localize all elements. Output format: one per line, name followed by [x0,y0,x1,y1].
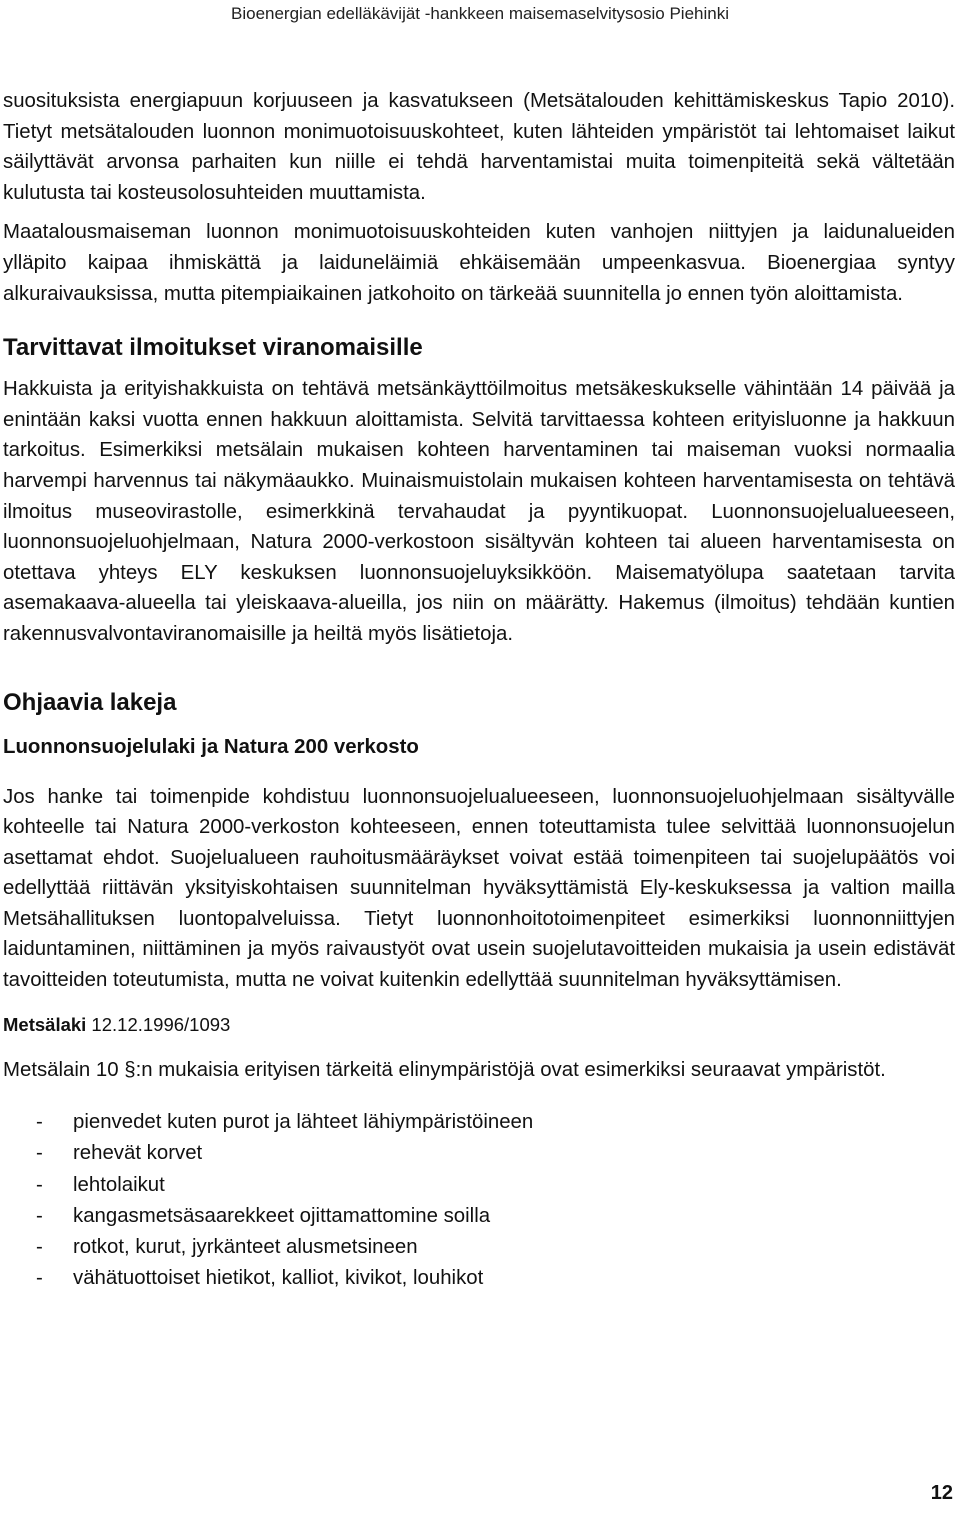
list-item-text: rotkot, kurut, jyrkänteet alusmetsineen [73,1236,418,1259]
list-dash: - [36,1111,43,1134]
list-item-text: rehevät korvet [73,1142,203,1165]
heading-guiding-laws: Ohjaavia lakeja [3,688,177,716]
list-item [3,1138,955,1169]
forest-act-reference [3,1010,955,1040]
paragraph-forestry-recommendations: suosituksista energiapuun korjuuseen ja kasvatukseen (Metsätalouden kehittämiskeskus Tapio 2010). Tietyt metsätalouden luonnon monimuotoisuuskohteet, kuten lähteiden ympäristöt tai lehtomaiset laikut säilyttävät arvonsa parhaiten kun niille ei tehdä harventamistai muita toimenpiteitä sekä vältetään kulutusta tai kosteusolosuhteiden muuttamista. [3,90,955,204]
list-dash: - [36,1142,43,1165]
forest-act-number: 12.12.1996/1093 [86,1013,231,1035]
list-item-text: kangasmetsäsaarekkeet ojittamattomine soilla [73,1204,491,1227]
list-item-text: vähätuottoiset hietikot, kalliot, kivikot, louhikot [73,1267,484,1290]
heading-required-notices: Tarvittavat ilmoitukset viranomaisille [3,334,423,362]
habitat-list [3,1107,955,1294]
page-number: 12 [930,1482,953,1504]
list-item [3,1170,955,1201]
list-item [3,1232,955,1263]
list-item [3,1201,955,1232]
running-header: Bioenergian edelläkävijät -hankkeen maisemaselvitysosio Piehinki [231,4,729,23]
paragraph-nature-conservation: Jos hanke tai toimenpide kohdistuu luonnonsuojelualueeseen, luonnonsuojeluohjelmaan sisältyvälle kohteelle tai Natura 2000-verkoston kohteeseen, ennen toteuttamista tulee selvittää luonnonsuojelun asettamat ehdot. Suojelualueen rauhoitusmääräykset voivat estää toimenpiteen tai suojelupäätös voi edellyttää riittävän yksityiskohtaisen suunnitelman hyväksyttämistä Ely-keskuksessa ja valtion mailla Metsähallituksen luontopalveluissa. Tietyt luonnonhoitotoimenpiteet esimerkiksi luonnonniittyjen laiduntaminen, niittäminen ja myös raivaustyöt ovat usein suojelutavoitteiden mukaisia ja usein edistävät tavoitteiden toteutumista, mutta ne voivat kuitenkin edellyttää suunnitelman hyväksyttämisen. [3,785,955,992]
list-item [3,1107,955,1138]
page-body [3,86,955,1294]
list-dash: - [36,1204,43,1227]
list-item [3,1263,955,1294]
list-item-text: pienvedet kuten purot ja lähteet lähiympäristöineen [73,1111,534,1134]
list-dash: - [36,1267,43,1290]
heading-nature-conservation-act: Luonnonsuojelulaki ja Natura 200 verkosto [3,735,419,758]
list-dash: - [36,1173,43,1196]
forest-act-name: Metsälaki [3,1013,87,1035]
paragraph-forest-act: Metsälain 10 §:n mukaisia erityisen tärkeitä elinympäristöjä ovat esimerkiksi seuraavat ympäristöt. [3,1058,886,1081]
list-item-text: lehtolaikut [73,1173,165,1196]
paragraph-notices: Hakkuista ja erityishakkuista on tehtävä metsänkäyttöilmoitus metsäkeskukselle vähintään 14 päivää ja enintään kaksi vuotta ennen hakkuun aloittamista. Selvitä tarvittaessa kohteen erityisluonne ja hakkuun tarkoitus. Esimerkiksi metsälain mukaisen kohteen harventaminen tai maiseman vuoksi normaalia harvempi harvennus tai näkymäaukko. Muinaismuistolain mukaisen kohteen harventamisesta on tehtävä ilmoitus museovirastolle, esimerkkinä tervahaudat ja pyyntikuopat. Luonnonsuojelualueeseen, luonnonsuojeluohjelmaan, Natura 2000-verkostoon sisältyvän kohteen tai alueen harventamisesta on otettava yhteys ELY keskuksen luonnonsuojeluyksikköön. Maisematyölupa saatetaan tarvita asemakaava-alueella tai yleiskaava-alueilla, jos niin on määrätty. Hakemus (ilmoitus) tehdään kuntien rakennusvalvontaviranomaisille ja heiltä myös lisätietoja. [3,378,955,645]
list-dash: - [36,1236,43,1259]
paragraph-farmland-biodiversity: Maatalousmaiseman luonnon monimuotoisuuskohteiden kuten vanhojen niittyjen ja laidunalueiden ylläpito kaipaa ihmiskättä ja laiduneläimiä ehkäisemään umpeenkasvua. Bioenergiaa syntyy alkuraivauksissa, mutta pitempiaikainen jatkohoito on tärkeää suunnitella jo ennen työn aloittamista. [3,221,955,305]
